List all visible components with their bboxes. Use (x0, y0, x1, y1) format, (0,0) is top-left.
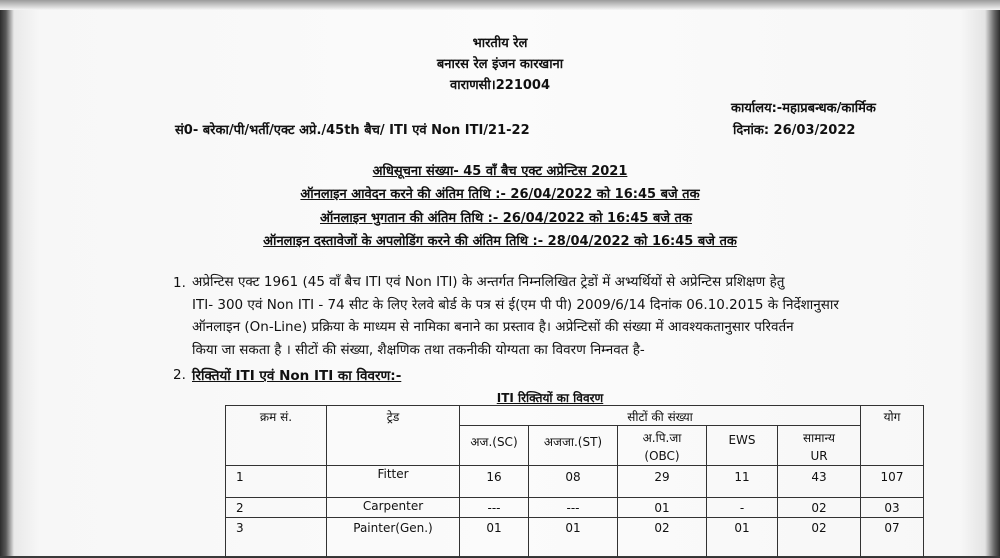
cell-sno (226, 498, 327, 518)
table-row (226, 466, 924, 498)
deadline-application: ऑनलाइन आवेदन करने की अंतिम तिथि :- 26/04/2022 को 16:45 बजे तक (300, 187, 700, 202)
cell-sc (460, 518, 529, 558)
workshop-name: बनारस रेल इंजन कारखाना (436, 57, 564, 72)
col-header-seats (460, 406, 861, 426)
cell-total (861, 518, 924, 558)
cell-sno (226, 518, 327, 558)
cell-sc (460, 498, 529, 518)
col-header-seats-text: सीटों की संख्या (627, 410, 693, 424)
cell-obc-text: 29 (654, 470, 670, 484)
para1-line: ऑनलाइन (On-Line) प्रक्रिया के माध्यम से नामिका बनाने का प्रस्ताव है। अप्रेन्टिसों की संख्या में आवश्यकतानुसार परिवर्तन (192, 319, 794, 335)
cell-total-text: 03 (884, 501, 900, 515)
top-shadow (0, 0, 1000, 10)
col-header-sno (226, 406, 327, 466)
notice-title: अधिसूचना संख्या- 45 वॉं बैच एक्ट अप्रेन्टिस 2021 (372, 164, 628, 179)
city-pin: वाराणसी।221004 (449, 78, 551, 93)
cell-ur (778, 518, 861, 558)
subheader-st (529, 426, 618, 466)
subheader-obc-line1: अ.पि.जा (642, 431, 682, 445)
cell-st (529, 466, 618, 498)
subheader-obc (618, 426, 707, 466)
cell-st (529, 498, 618, 518)
deadline-upload: ऑनलाइन दस्तावेजों के अपलोडिंग करने की अंतिम तिथि :- 28/04/2022 को 16:45 बजे तक (263, 234, 737, 249)
cell-ews (707, 498, 778, 518)
para2-number: 2. (173, 367, 186, 383)
para1-line: किया जा सकता है । सीटों की संख्या, शैक्षणिक तथा तकनीकी योग्यता का विवरण निम्नवत है- (192, 341, 645, 358)
cell-sno (226, 466, 327, 498)
subheader-st-text: अजजा.(ST) (543, 435, 603, 449)
para1-body (192, 271, 952, 361)
org-name: भारतीय रेल (472, 36, 528, 51)
cell-sc-text: 01 (486, 521, 502, 535)
cell-ur (778, 466, 861, 498)
col-header-total (861, 406, 924, 466)
subheader-ews (707, 426, 778, 466)
cell-trade (327, 498, 460, 518)
cell-total-text: 07 (884, 521, 900, 535)
cell-trade-text: Carpenter (362, 499, 424, 513)
cell-total (861, 498, 924, 518)
para2-title: रिक्तियों ITI एवं Non ITI का विवरण:- (192, 368, 402, 384)
subheader-ur-line1: सामान्य (802, 431, 835, 445)
notice-date: दिनांक: 26/03/2022 (733, 123, 856, 138)
office-name: कार्यालय:-महाप्रबन्धक/कार्मिक (731, 101, 876, 116)
cell-st (529, 518, 618, 558)
subheader-ews-text: EWS (728, 433, 756, 447)
cell-obc-text: 01 (654, 501, 670, 515)
cell-sno-text: 2 (236, 501, 244, 515)
table-caption: ITI रिक्तियों का विवरण (496, 391, 604, 405)
cell-sc (460, 466, 529, 498)
table-row (226, 518, 924, 558)
cell-ur-text: 02 (811, 521, 827, 535)
cell-ews (707, 518, 778, 558)
cell-st-text: 08 (565, 470, 581, 484)
cell-ur-text: 02 (811, 501, 827, 515)
col-header-trade-text: ट्रेड (386, 410, 400, 424)
subheader-sc (460, 426, 529, 466)
cell-st-text: --- (566, 501, 580, 515)
cell-ur (778, 498, 861, 518)
table-row (226, 498, 924, 518)
cell-ews (707, 466, 778, 498)
iti-vacancy-table (225, 405, 924, 558)
cell-trade (327, 466, 460, 498)
cell-sno-text: 3 (236, 521, 244, 535)
cell-trade (327, 518, 460, 558)
cell-sc-text: 16 (486, 470, 502, 484)
para1-number: 1. (173, 275, 186, 291)
col-header-total-text: योग (883, 410, 901, 424)
cell-total-text: 107 (880, 470, 904, 484)
subheader-ur (778, 426, 861, 466)
para1-line: ITI- 300 एवं Non ITI - 74 सीट के लिए रेलवे बोर्ड के पत्र सं ई(एम पी पी) 2009/6/14 दिनांक 06.10.2015 के निर्देशानुसार (192, 296, 839, 313)
reference-number: सं0- बरेका/पी/भर्ती/एक्ट अप्रे./45th बैच/ ITI एवं Non ITI/21-22 (175, 123, 530, 138)
cell-trade-text: Painter(Gen.) (353, 521, 433, 535)
cell-sc-text: --- (487, 501, 501, 515)
subheader-obc-line2: (OBC) (644, 449, 680, 463)
subheader-sc-text: अज.(SC) (470, 435, 518, 449)
cell-ews-text: 11 (734, 470, 750, 484)
cell-trade-text: Fitter (377, 467, 409, 481)
cell-sno-text: 1 (236, 470, 244, 484)
subheader-ur-line2: UR (810, 449, 828, 463)
para1-line: अप्रेन्टिस एक्ट 1961 (45 वॉं बैच ITI एवं Non ITI) के अन्तर्गत निम्नलिखित ट्रेडों में अभ्यर्थियों से अप्रेन्टिस प्रशिक्षण हेतु (192, 274, 785, 290)
cell-obc (618, 498, 707, 518)
cell-ur-text: 43 (811, 470, 827, 484)
cell-st-text: 01 (565, 521, 581, 535)
cell-ews-text: 01 (734, 521, 750, 535)
cell-obc-text: 02 (654, 521, 670, 535)
cell-obc (618, 466, 707, 498)
col-header-sno-text: क्रम सं. (259, 410, 293, 424)
cell-obc (618, 518, 707, 558)
deadline-payment: ऑनलाइन भुगतान की अंतिम तिथि :- 26/04/2022 को 16:45 बजे तक (320, 211, 692, 226)
cell-ews-text: - (739, 501, 745, 515)
col-header-trade (327, 406, 460, 466)
cell-total (861, 466, 924, 498)
